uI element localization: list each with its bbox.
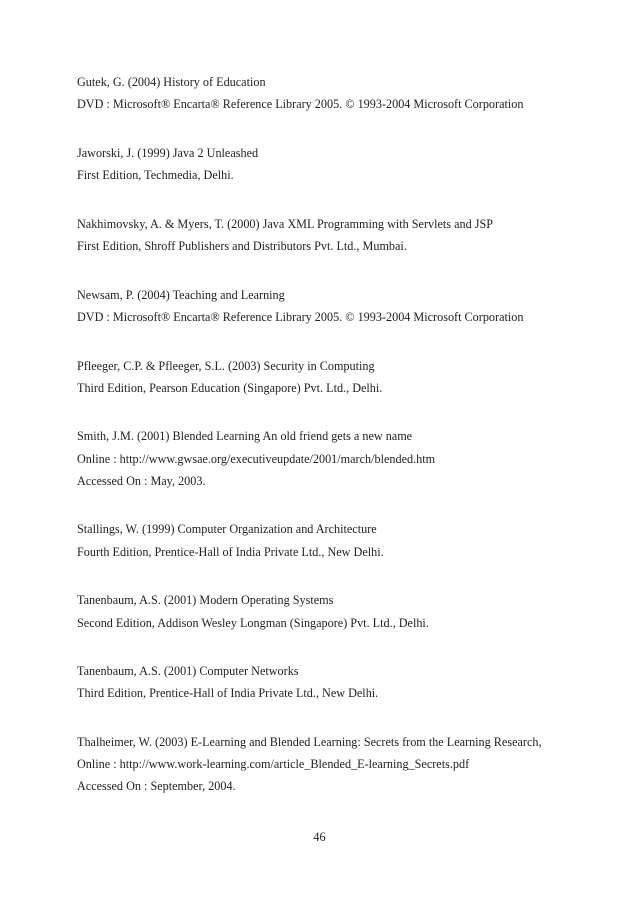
- reference-line: Fourth Edition, Prentice-Hall of India Private Ltd., New Delhi.: [77, 544, 384, 559]
- reference-line: Accessed On : September, 2004.: [77, 779, 236, 794]
- reference-line: Smith, J.M. (2001) Blended Learning An old friend gets a new name: [77, 429, 413, 444]
- reference-line: Third Edition, Pearson Education (Singapore) Pvt. Ltd., Delhi.: [77, 380, 383, 395]
- reference-line: Third Edition, Prentice-Hall of India Private Ltd., New Delhi.: [77, 686, 379, 701]
- reference-line: Online : http://www.work-learning.com/article_Blended_E-learning_Secrets.pdf: [77, 757, 470, 772]
- reference-newsam: [77, 284, 597, 328]
- reference-line: Nakhimovsky, A. & Myers, T. (2000) Java XML Programming with Servlets and JSP: [77, 216, 494, 231]
- reference-line: Accessed On : May, 2003.: [77, 473, 206, 488]
- reference-pfleeger: [77, 355, 597, 399]
- reference-tanenbaum-networks: [77, 660, 597, 704]
- reference-line: Pfleeger, C.P. & Pfleeger, S.L. (2003) Security in Computing: [77, 358, 375, 373]
- reference-line: Tanenbaum, A.S. (2001) Computer Networks: [77, 664, 299, 679]
- reference-line: Second Edition, Addison Wesley Longman (Singapore) Pvt. Ltd., Delhi.: [77, 615, 429, 630]
- reference-line: Online : http://www.gwsae.org/executiveupdate/2001/march/blended.htm: [77, 451, 436, 466]
- reference-line: DVD : Microsoft® Encarta® Reference Library 2005. © 1993-2004 Microsoft Corporation: [77, 309, 524, 324]
- reference-line: Stallings, W. (1999) Computer Organization and Architecture: [77, 522, 377, 537]
- reference-tanenbaum-os: [77, 589, 597, 633]
- reference-line: Gutek, G. (2004) History of Education: [77, 75, 266, 89]
- reference-smith: [77, 425, 597, 492]
- reference-list: [77, 71, 597, 824]
- page-number: 46: [313, 830, 326, 844]
- reference-line: Jaworski, J. (1999) Java 2 Unleashed: [77, 145, 259, 160]
- reference-line: First Edition, Shroff Publishers and Distributors Pvt. Ltd., Mumbai.: [77, 238, 407, 253]
- reference-jaworski: [77, 142, 597, 186]
- reference-line: Tanenbaum, A.S. (2001) Modern Operating Systems: [77, 593, 334, 608]
- reference-stallings: [77, 518, 597, 562]
- reference-line: Thalheimer, W. (2003) E-Learning and Blended Learning: Secrets from the Learning Research,: [77, 735, 542, 750]
- reference-gutek: [77, 71, 597, 115]
- reference-line: DVD : Microsoft® Encarta® Reference Library 2005. © 1993-2004 Microsoft Corporation: [77, 97, 524, 112]
- reference-thalheimer: [77, 731, 597, 798]
- reference-line: Newsam, P. (2004) Teaching and Learning: [77, 287, 285, 302]
- reference-nakhimovsky: [77, 213, 597, 257]
- reference-line: First Edition, Techmedia, Delhi.: [77, 168, 234, 183]
